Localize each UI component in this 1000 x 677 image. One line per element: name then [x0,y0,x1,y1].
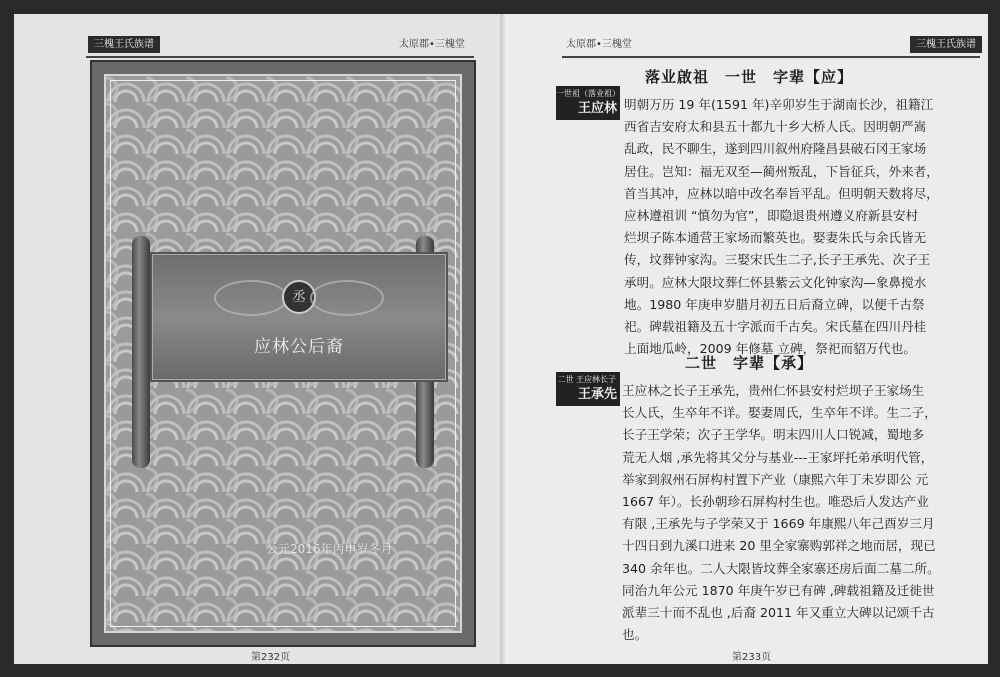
text-line: 居住。岂知：福无双至—蔺州叛乱，下旨征兵，外来者， [624,163,939,179]
generation-label-gen2 [556,372,620,406]
text-line: 烂坝子陈本通营王家场而繁英也。娶妻朱氏与余氏皆无 [624,230,927,246]
section-title-gen1: 落业啟祖 一世 字辈【应】 [644,68,853,86]
text-line: 长子王学荣；次子王学华。明末四川人口锐减，蜀地多 [622,427,925,443]
section-title-gen2: 二世 字辈【承】 [684,354,813,372]
text-line: 十四日到九溪口进来 20 里全家寨购郭祥之地而居，现已 [622,538,936,554]
seal-icon: 丞 [282,280,316,314]
banner-title: 应林公后裔 [254,337,344,357]
text-line: 明朝万历 19 年(1591 年)辛卯岁生于湖南长沙，祖籍江 [624,97,934,112]
text-line: 上面地瓜岭，2009 年修墓 立碑，祭祀而貂万代也。 [624,341,916,357]
text-line: 340 余年也。二人大限皆坟葬全家寨还房后面二墓二所。 [622,560,940,576]
text-line: 应林遵祖训 “慎勿为官”，即隐退贵州遵义府新县安村 [624,208,919,224]
scroll-banner [150,252,448,382]
text-line: 地。1980 年庚申岁腊月初五日后裔立碑，以便千古祭 [624,296,925,312]
header-text: 太原郡•三槐堂 [399,39,465,50]
scroll-rod-left [132,236,150,468]
generation-label-small: 二世 王应林长子 [557,375,616,384]
text-line: 西省吉安府太和县五十都九十乡大桥人氏。因明朝严嵩 [624,119,927,135]
text-line: 派辈三十而不乱也 ,后裔 2011 年又重立大碑以记颂千古 [622,605,935,621]
cover-illustration [90,60,476,647]
ancestor-name: 王承先 [577,387,617,402]
text-line: 同治九年公元 1870 年庚午岁已有碑 ,碑载祖籍及迁徙世 [622,582,935,598]
header-tag: 三槐王氏族谱 [88,36,160,53]
header-divider [86,56,474,58]
page-number: 第232页 [251,652,291,663]
text-line: 长人氏，生卒年不详。娶妻周氏，生卒年不详。生二子， [622,405,937,421]
text-line: 荒无人烟 ,承先将其父分与基业---王家坪托弟承明代管， [622,449,934,465]
header-divider [562,56,980,58]
ancestor-name: 王应林 [577,101,617,116]
generation-label-gen1 [556,86,620,120]
text-line: 首当其冲，应林以暗中改名奉旨平乱。但明朝天数将尽， [624,185,939,201]
text-line: 王应林之长子王承先，贵州仁怀县安村烂坝子王家场生 [622,383,925,398]
text-line: 有限 ,王承先与子学荣又于 1669 年康熙八年己酉岁三月 [622,516,935,532]
text-line: 1667 年）。长孙朝珍石屏构村生也。唯恐后人发达产业 [622,494,929,510]
generation-label-small: 一世祖（落业祖） [556,89,620,98]
page-number: 第233页 [732,652,772,663]
text-line: 举家到叙州石屏构村置下产业（康熙六年丁未岁即公 元 [622,471,929,487]
right-page [510,14,988,664]
dragon-right-icon [310,280,384,316]
text-line: 也。 [622,627,648,643]
cloud-pattern-background [104,74,462,633]
biography-gen2 [622,380,974,646]
left-page [14,14,506,664]
text-line: 承明。应林大限坟葬仁怀县紫云文化钟家沟—象鼻搅水 [624,274,927,290]
text-line: 传，坟葬钟家沟。三娶宋氏生二子,长子王承先、次子王 [624,252,931,268]
cover-caption: 公元2016年丙申岁冬月 [266,542,393,556]
text-line: 乱政，民不聊生，遂到四川叙州府隆昌县破石冈王家场 [624,141,927,157]
text-line: 祀。碑载祖籍及五十字派而千古矣。宋氏墓在四川丹桂 [624,319,927,335]
header-text: 太原郡•三槐堂 [566,39,632,50]
header-tag: 三槐王氏族谱 [910,36,982,53]
biography-gen1 [624,94,974,360]
dragon-left-icon [214,280,288,316]
